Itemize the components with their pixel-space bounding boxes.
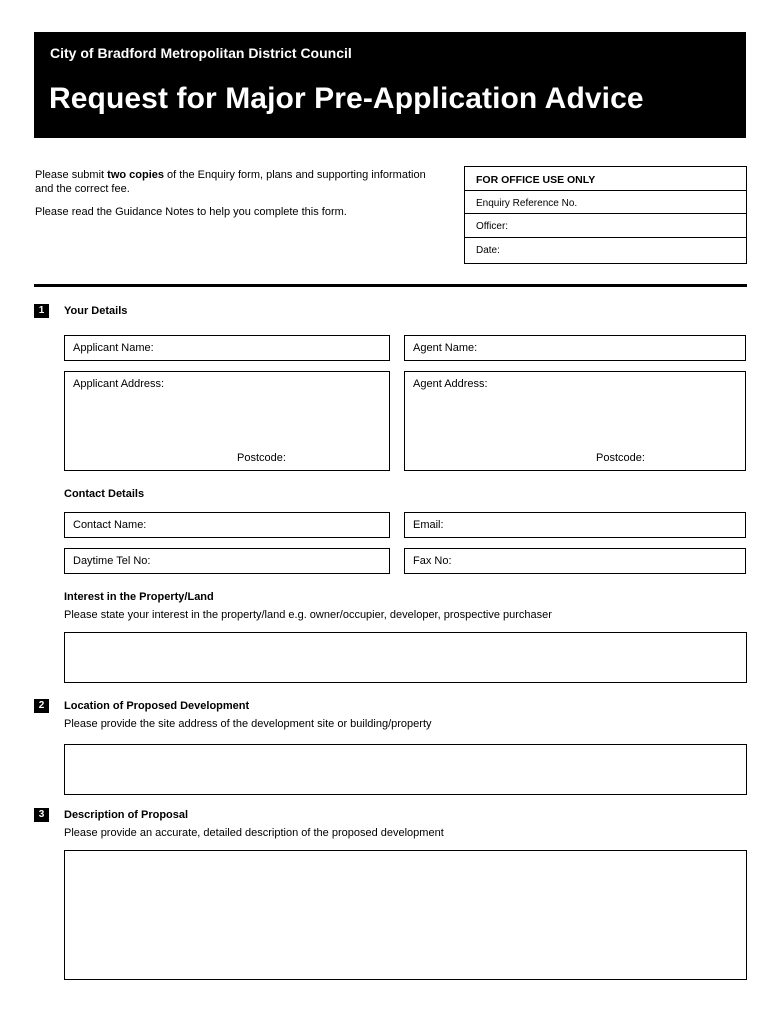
interest-heading: Interest in the Property/Land — [64, 591, 214, 603]
date-field[interactable]: Date: — [476, 244, 500, 256]
site-address-textbox[interactable] — [64, 744, 747, 795]
contact-name-field[interactable] — [64, 512, 390, 538]
divider — [34, 284, 747, 287]
form-header — [34, 32, 746, 138]
section-2-title: Location of Proposed Development — [64, 700, 250, 712]
section-3-title: Description of Proposal — [64, 809, 189, 821]
applicant-address-field[interactable] — [64, 371, 390, 471]
form-title: Request for Major Pre-Application Advice — [49, 82, 644, 115]
applicant-name-field[interactable] — [64, 335, 390, 361]
applicant-postcode-label: Postcode: — [237, 452, 286, 464]
agent-address-label: Agent Address: — [413, 378, 488, 390]
enquiry-reference-field[interactable]: Enquiry Reference No. — [465, 191, 746, 215]
proposal-description-textbox[interactable] — [64, 850, 747, 980]
applicant-name-label: Applicant Name: — [73, 342, 154, 354]
daytime-tel-label: Daytime Tel No: — [73, 555, 151, 567]
applicant-address-label: Applicant Address: — [73, 378, 165, 390]
fax-label: Fax No: — [413, 555, 452, 567]
interest-textbox[interactable] — [64, 632, 747, 683]
interest-instructions: Please state your interest in the property/land e.g. owner/occupier, developer, prospective purchaser — [64, 609, 552, 621]
fax-field[interactable] — [404, 548, 746, 574]
section-3-instructions: Please provide an accurate, detailed description of the proposed development — [64, 827, 444, 839]
intro-submit-text — [35, 168, 440, 196]
council-name: City of Bradford Metropolitan District Council — [50, 45, 352, 61]
section-1-title: Your Details — [64, 305, 128, 317]
agent-name-field[interactable] — [404, 335, 746, 361]
intro-text-start: Please submit — [35, 169, 108, 181]
agent-postcode-label: Postcode: — [596, 452, 645, 464]
section-2-number: 2 — [34, 699, 49, 713]
agent-name-label: Agent Name: — [413, 342, 478, 354]
contact-details-heading: Contact Details — [64, 488, 145, 500]
officer-field[interactable]: Officer: — [465, 214, 746, 238]
intro-emphasis: two copies — [107, 169, 164, 181]
intro-text-end: of the Enquiry form, plans and supporting information and the correct fee. — [35, 169, 426, 195]
email-label: Email: — [413, 519, 444, 531]
office-use-heading: FOR OFFICE USE ONLY — [465, 167, 746, 191]
section-2-instructions: Please provide the site address of the development site or building/property — [64, 718, 432, 730]
office-use-box — [464, 166, 747, 264]
agent-address-field[interactable] — [404, 371, 746, 471]
daytime-tel-field[interactable] — [64, 548, 390, 574]
section-1-number: 1 — [34, 304, 49, 318]
email-field[interactable] — [404, 512, 746, 538]
intro-guidance-text: Please read the Guidance Notes to help you complete this form. — [35, 206, 347, 218]
section-3-number: 3 — [34, 808, 49, 822]
contact-name-label: Contact Name: — [73, 519, 147, 531]
